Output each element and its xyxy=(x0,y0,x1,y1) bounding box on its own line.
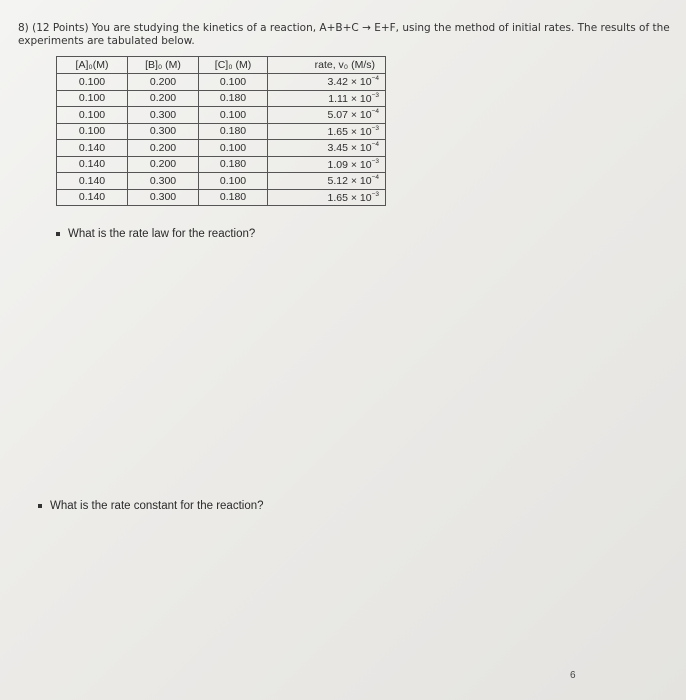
cell-a-conc: 0.100 xyxy=(57,90,128,107)
cell-c-conc: 0.100 xyxy=(199,173,268,190)
cell-c-conc: 0.100 xyxy=(199,74,268,91)
cell-a-conc: 0.100 xyxy=(57,74,128,91)
cell-b-conc: 0.300 xyxy=(128,189,199,206)
cell-a-conc: 0.140 xyxy=(57,156,128,173)
rate-exponent: −4 xyxy=(371,108,379,116)
cell-c-conc: 0.100 xyxy=(199,107,268,124)
cell-b-conc: 0.300 xyxy=(128,107,199,124)
bullet-rate-law xyxy=(56,228,255,240)
header-rate: rate, v₀ (M/s) xyxy=(268,57,386,74)
bullet-icon xyxy=(56,232,60,236)
cell-b-conc: 0.200 xyxy=(128,90,199,107)
cell-rate xyxy=(268,123,386,140)
cell-a-conc: 0.140 xyxy=(57,140,128,157)
rate-mantissa: 5.07 × 10 xyxy=(327,109,372,122)
table-row xyxy=(57,140,386,157)
cell-c-conc: 0.100 xyxy=(199,140,268,157)
cell-a-conc: 0.140 xyxy=(57,173,128,190)
rate-exponent: −4 xyxy=(371,75,379,83)
rate-mantissa: 1.11 × 10 xyxy=(328,92,372,105)
rate-mantissa: 3.42 × 10 xyxy=(327,76,372,89)
rate-mantissa: 3.45 × 10 xyxy=(327,142,372,155)
rate-mantissa: 1.09 × 10 xyxy=(327,158,372,171)
rate-law-question: What is the rate law for the reaction? xyxy=(68,228,256,240)
cell-rate xyxy=(268,173,386,190)
table-header-row xyxy=(57,57,386,74)
cell-rate xyxy=(268,140,386,157)
cell-a-conc: 0.100 xyxy=(57,107,128,124)
data-table-container xyxy=(56,56,386,206)
cell-b-conc: 0.300 xyxy=(128,123,199,140)
bullet-rate-constant xyxy=(38,500,264,512)
cell-b-conc: 0.200 xyxy=(128,74,199,91)
table-row xyxy=(57,90,386,107)
cell-rate xyxy=(268,156,386,173)
cell-rate xyxy=(268,90,386,107)
cell-b-conc: 0.300 xyxy=(128,173,199,190)
initial-rates-table xyxy=(56,56,386,206)
cell-b-conc: 0.200 xyxy=(128,140,199,157)
question-text: (12 Points) You are studying the kinetics of a reaction, A+B+C → E+F, using the method of initial rates. The results of the experiments are tabulated below. xyxy=(18,22,670,47)
cell-rate xyxy=(268,189,386,206)
rate-constant-question: What is the rate constant for the reaction? xyxy=(50,500,264,512)
header-c-conc: [C]₀ (M) xyxy=(199,57,268,74)
cell-a-conc: 0.140 xyxy=(57,189,128,206)
rate-exponent: −3 xyxy=(371,190,379,198)
table-row xyxy=(57,173,386,190)
table-row xyxy=(57,189,386,206)
cell-b-conc: 0.200 xyxy=(128,156,199,173)
page-number: 6 xyxy=(570,670,576,681)
bullet-icon xyxy=(38,504,42,508)
cell-rate xyxy=(268,74,386,91)
question-prompt xyxy=(18,22,678,48)
rate-exponent: −3 xyxy=(371,91,379,99)
rate-exponent: −3 xyxy=(371,124,379,132)
table-row xyxy=(57,74,386,91)
rate-mantissa: 5.12 × 10 xyxy=(327,175,372,188)
rate-exponent: −4 xyxy=(371,141,379,149)
cell-a-conc: 0.100 xyxy=(57,123,128,140)
cell-c-conc: 0.180 xyxy=(199,156,268,173)
table-row xyxy=(57,123,386,140)
header-a-conc: [A]₀(M) xyxy=(57,57,128,74)
table-row xyxy=(57,156,386,173)
rate-exponent: −4 xyxy=(371,174,379,182)
question-number: 8) xyxy=(18,22,29,34)
header-b-conc: [B]₀ (M) xyxy=(128,57,199,74)
cell-c-conc: 0.180 xyxy=(199,189,268,206)
rate-exponent: −3 xyxy=(371,157,379,165)
rate-mantissa: 1.65 × 10 xyxy=(327,191,372,204)
cell-c-conc: 0.180 xyxy=(199,123,268,140)
rate-mantissa: 1.65 × 10 xyxy=(327,125,372,138)
cell-c-conc: 0.180 xyxy=(199,90,268,107)
table-row xyxy=(57,107,386,124)
table-body xyxy=(57,74,386,206)
cell-rate xyxy=(268,107,386,124)
